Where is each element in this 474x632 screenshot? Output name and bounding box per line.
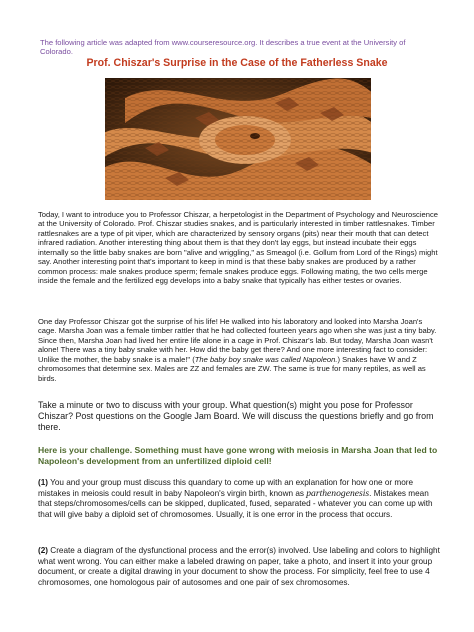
story-text-1: One day Professor Chiszar got the surprise of his life! He walked into his laboratory and looked into Marsha Joan's cage. Marsha Joan was a female timber rattler that he had collected fourteen years ago when she was just a tiny baby. Since then, Marsha Joan had lived her entire life alone in a cage in Prof. Chiszar's lab. But today, Marsha Joan wasn't alone! There was a tiny baby snake with her. How did the baby get there? And one more interesting fact to consider: Unlike the mother, the baby snake is a male!" ( (38, 317, 437, 364)
task-one-text-1: You and your group must discuss this quandary to come up with an explanation for how one or more mistakes in meiosis could result in baby Napoleon's virgin birth, known as (38, 478, 414, 498)
story-text-2: ) Snakes have W and Z chromosomes that determine sex. Males are ZZ and females are ZW. The same is true for many reptiles, as well as birds. (38, 354, 426, 383)
paragraph-story (38, 317, 440, 383)
parthenogenesis-term: parthenogenesis (306, 487, 370, 499)
task-two-text: Create a diagram of the dysfunctional process and the error(s) involved. Use labeling and colors to highlight what went wrong. You can either make a labeled drawing on paper, take a photo, and insert it into your group document, or create a digital drawing in your document to show the process. For simplicity, feel free to use 4 chromosomes, one homologous pair of autosomes and one pair of sex chromosomes. (38, 546, 440, 587)
article-title: Prof. Chiszar's Surprise in the Case of the Fatherless Snake (86, 57, 388, 69)
task-two-number: (2) (38, 546, 49, 555)
task-two (38, 546, 440, 588)
task-one-number: (1) (38, 478, 49, 487)
source-note: The following article was adapted from www.courseresource.org. It describes a true event at the University of Colorado. (40, 38, 406, 57)
task-one (38, 478, 440, 520)
snake-photo (105, 78, 371, 200)
paragraph-discussion: Take a minute or two to discuss with your group. What question(s) might you pose for Professor Chiszar? Post questions on the Google Jam Board. We will discuss the questions briefly and go from there. (38, 400, 434, 432)
challenge-heading: Here is your challenge. Something must have gone wrong with meiosis in Marsha Joan that led to Napoleon's development from an unfertilized diploid cell! (38, 445, 438, 466)
copperhead-snake-image (105, 78, 371, 200)
story-italic-note: The baby boy snake was called Napoleon. (194, 354, 338, 364)
paragraph-intro: Today, I want to introduce you to Professor Chiszar, a herpetologist in the Department of Psychology and Neuroscience at the University of Colorado. Prof. Chiszar studies snakes, and is particularly interested in timber rattlesnakes. Timber rattlesnakes are a type of pit viper, which are characterized by sensory organs (pits) near their mouth that can detect infrared radiation. Another interesting thing about them is that they don't lay eggs, but instead incubate their eggs internally so the little baby snakes are born "alive and wriggling," as Smeagol (i.e. Gollum from Lord of the Rings) might say. Another interesting point that's important to keep in mind is that these baby snakes are produced by a rather common process: male snakes produce sperm; female snakes produce eggs. Following mating, the two cells merge inside the female and the fertilized egg develops into a baby snake that typically has either testes or ovaries. (38, 210, 439, 286)
task-one-text-2: . Mistakes mean that steps/chromosomes/cells can be skipped, duplicated, fused, separated - whatever you can come up with that will give baby a diploid set of chromosomes. Usually, it is one error in the process that occurs. (38, 488, 433, 519)
